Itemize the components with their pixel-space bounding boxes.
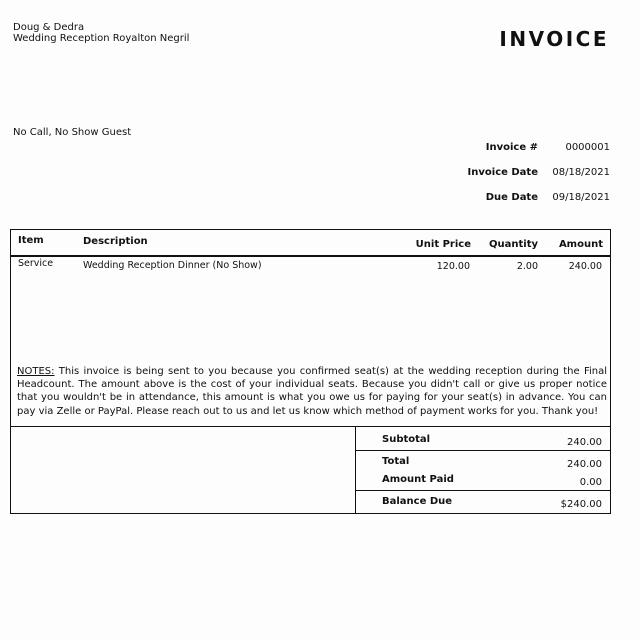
totals-divider [355,426,356,514]
col-header-description: Description [83,236,148,247]
row-amount: 240.00 [568,261,602,272]
notes-divider [10,426,611,427]
total-value: 240.00 [567,459,602,470]
invoice-date-label: Invoice Date [467,167,538,178]
balance-due-value: $240.00 [560,499,602,510]
sender-name: Doug & Dedra [13,22,85,33]
notes-text: This invoice is being sent to you because you confirmed seat(s) at the wedding reception during the Final Headcount. The amount above is the cost of your individual seats. Because you didn't call or give us proper notice that you wouldn't be in attendance, this amount is what you owe us for paying for your seat(s) in advance. You can pay via Zelle or PayPal. Please reach out to us and let us know which method of payment works for you. Thank you! [17,366,607,417]
sender-event: Wedding Reception Royalton Negril [13,33,190,44]
amount-paid-value: 0.00 [579,477,602,488]
col-header-unit-price: Unit Price [415,239,471,250]
header-divider [10,255,611,257]
col-header-amount: Amount [558,239,603,250]
col-header-item: Item [18,235,44,246]
due-date-label: Due Date [485,192,538,203]
document-title: INVOICE [499,27,609,51]
row-description: Wedding Reception Dinner (No Show) [83,260,262,271]
total-label: Total [382,456,410,467]
notes [17,365,607,418]
subtotal-rule [355,450,611,451]
row-quantity: 2.00 [516,261,538,272]
balance-due-label: Balance Due [382,496,453,507]
subtotal-label: Subtotal [382,434,431,445]
notes-label: NOTES: [17,366,55,377]
invoice-date-value: 08/18/2021 [552,167,610,178]
row-item: Service [18,258,54,269]
row-unit-price: 120.00 [436,261,470,272]
due-date-value: 09/18/2021 [552,192,610,203]
bill-to: No Call, No Show Guest [13,127,132,138]
amount-paid-label: Amount Paid [382,474,454,485]
col-header-quantity: Quantity [489,239,538,250]
subtotal-value: 240.00 [567,437,602,448]
paid-rule [355,490,611,491]
invoice-number-value: 0000001 [565,142,610,153]
invoice-number-label: Invoice # [485,142,538,153]
